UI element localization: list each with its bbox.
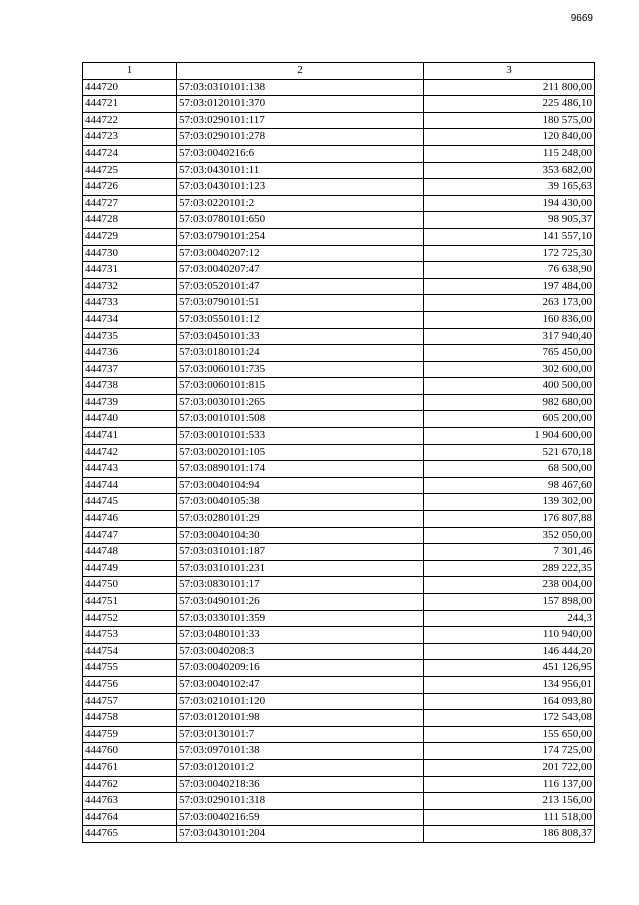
record-number: 444758 (83, 710, 177, 727)
table-row (83, 96, 595, 113)
table-row (83, 228, 595, 245)
table-row (83, 511, 595, 528)
cadastral-value: 982 680,00 (424, 394, 595, 411)
record-number: 444743 (83, 461, 177, 478)
table-row (83, 577, 595, 594)
cadastral-value: 120 840,00 (424, 129, 595, 146)
cadastral-value: 352 050,00 (424, 527, 595, 544)
table-row (83, 129, 595, 146)
table-row (83, 411, 595, 428)
record-number: 444740 (83, 411, 177, 428)
record-number: 444747 (83, 527, 177, 544)
table-row (83, 710, 595, 727)
cadastral-value: 98 905,37 (424, 212, 595, 229)
cadastral-number: 57:03:0060101:735 (177, 361, 424, 378)
cadastral-number: 57:03:0180101:24 (177, 345, 424, 362)
cadastral-value: 141 557,10 (424, 228, 595, 245)
table-row (83, 378, 595, 395)
record-number: 444734 (83, 311, 177, 328)
cadastral-value: 134 956,01 (424, 676, 595, 693)
cadastral-number: 57:03:0290101:278 (177, 129, 424, 146)
table-row (83, 560, 595, 577)
cadastral-number: 57:03:0430101:123 (177, 179, 424, 196)
record-number: 444725 (83, 162, 177, 179)
cadastral-value: 172 543,08 (424, 710, 595, 727)
registry-table (82, 62, 595, 843)
record-number: 444760 (83, 743, 177, 760)
cadastral-number: 57:03:0120101:370 (177, 96, 424, 113)
record-number: 444745 (83, 494, 177, 511)
cadastral-value: 213 156,00 (424, 793, 595, 810)
record-number: 444761 (83, 759, 177, 776)
cadastral-value: 238 004,00 (424, 577, 595, 594)
cadastral-value: 172 725,30 (424, 245, 595, 262)
table-row (83, 394, 595, 411)
table-row (83, 328, 595, 345)
cadastral-number: 57:03:0210101:120 (177, 693, 424, 710)
record-number: 444749 (83, 560, 177, 577)
table-row (83, 776, 595, 793)
cadastral-number: 57:03:0040104:94 (177, 477, 424, 494)
cadastral-value: 353 682,00 (424, 162, 595, 179)
record-number: 444744 (83, 477, 177, 494)
record-number: 444722 (83, 112, 177, 129)
table-row (83, 809, 595, 826)
record-number: 444735 (83, 328, 177, 345)
cadastral-number: 57:03:0040105:38 (177, 494, 424, 511)
cadastral-value: 76 638,90 (424, 262, 595, 279)
record-number: 444723 (83, 129, 177, 146)
cadastral-number: 57:03:0310101:187 (177, 544, 424, 561)
cadastral-value: 317 940,40 (424, 328, 595, 345)
cadastral-value: 451 126,95 (424, 660, 595, 677)
record-number: 444730 (83, 245, 177, 262)
record-number: 444720 (83, 79, 177, 96)
cadastral-number: 57:03:0430101:204 (177, 826, 424, 843)
cadastral-number: 57:03:0310101:231 (177, 560, 424, 577)
record-number: 444754 (83, 643, 177, 660)
record-number: 444753 (83, 627, 177, 644)
cadastral-value: 180 575,00 (424, 112, 595, 129)
cadastral-value: 68 500,00 (424, 461, 595, 478)
cadastral-number: 57:03:0040207:47 (177, 262, 424, 279)
record-number: 444741 (83, 428, 177, 445)
cadastral-value: 263 173,00 (424, 295, 595, 312)
cadastral-number: 57:03:0890101:174 (177, 461, 424, 478)
cadastral-number: 57:03:0120101:98 (177, 710, 424, 727)
cadastral-number: 57:03:0490101:26 (177, 594, 424, 611)
cadastral-number: 57:03:0550101:12 (177, 311, 424, 328)
table-row (83, 444, 595, 461)
table-row (83, 627, 595, 644)
cadastral-number: 57:03:0020101:105 (177, 444, 424, 461)
cadastral-number: 57:03:0010101:533 (177, 428, 424, 445)
cadastral-number: 57:03:0790101:51 (177, 295, 424, 312)
table-row (83, 179, 595, 196)
cadastral-value: 39 165,63 (424, 179, 595, 196)
table-row (83, 361, 595, 378)
table-row (83, 195, 595, 212)
record-number: 444742 (83, 444, 177, 461)
cadastral-number: 57:03:0030101:265 (177, 394, 424, 411)
record-number: 444729 (83, 228, 177, 245)
cadastral-value: 765 450,00 (424, 345, 595, 362)
record-number: 444752 (83, 610, 177, 627)
table-row (83, 212, 595, 229)
cadastral-value: 139 302,00 (424, 494, 595, 511)
table-row (83, 145, 595, 162)
cadastral-number: 57:03:0010101:508 (177, 411, 424, 428)
table-row (83, 262, 595, 279)
cadastral-number: 57:03:0040216:6 (177, 145, 424, 162)
table-row (83, 594, 595, 611)
cadastral-value: 115 248,00 (424, 145, 595, 162)
record-number: 444738 (83, 378, 177, 395)
table-row (83, 826, 595, 843)
cadastral-value: 146 444,20 (424, 643, 595, 660)
table-row (83, 527, 595, 544)
cadastral-number: 57:03:0450101:33 (177, 328, 424, 345)
cadastral-number: 57:03:0220101:2 (177, 195, 424, 212)
cadastral-value: 116 137,00 (424, 776, 595, 793)
cadastral-value: 98 467,60 (424, 477, 595, 494)
table-row (83, 278, 595, 295)
table-row (83, 345, 595, 362)
cadastral-number: 57:03:0290101:117 (177, 112, 424, 129)
column-header-3: 3 (424, 63, 595, 80)
cadastral-value: 194 430,00 (424, 195, 595, 212)
cadastral-number: 57:03:0040207:12 (177, 245, 424, 262)
cadastral-value: 244,3 (424, 610, 595, 627)
cadastral-number: 57:03:0520101:47 (177, 278, 424, 295)
cadastral-number: 57:03:0040208:3 (177, 643, 424, 660)
table-row (83, 676, 595, 693)
cadastral-value: 201 722,00 (424, 759, 595, 776)
record-number: 444764 (83, 809, 177, 826)
record-number: 444746 (83, 511, 177, 528)
table-row (83, 311, 595, 328)
page-number: 9669 (570, 13, 593, 24)
cadastral-value: 197 484,00 (424, 278, 595, 295)
cadastral-value: 1 904 600,00 (424, 428, 595, 445)
table-row (83, 494, 595, 511)
cadastral-number: 57:03:0430101:11 (177, 162, 424, 179)
cadastral-value: 110 940,00 (424, 627, 595, 644)
cadastral-number: 57:03:0790101:254 (177, 228, 424, 245)
record-number: 444756 (83, 676, 177, 693)
record-number: 444757 (83, 693, 177, 710)
cadastral-number: 57:03:0290101:318 (177, 793, 424, 810)
cadastral-value: 225 486,10 (424, 96, 595, 113)
record-number: 444759 (83, 726, 177, 743)
table-row (83, 428, 595, 445)
header-row (83, 63, 595, 80)
table-row (83, 461, 595, 478)
table-row (83, 162, 595, 179)
cadastral-value: 174 725,00 (424, 743, 595, 760)
record-number: 444733 (83, 295, 177, 312)
table-row (83, 245, 595, 262)
cadastral-number: 57:03:0130101:7 (177, 726, 424, 743)
record-number: 444737 (83, 361, 177, 378)
record-number: 444732 (83, 278, 177, 295)
table-row (83, 643, 595, 660)
table-row (83, 793, 595, 810)
cadastral-value: 211 800,00 (424, 79, 595, 96)
cadastral-number: 57:03:0120101:2 (177, 759, 424, 776)
cadastral-value: 186 808,37 (424, 826, 595, 843)
cadastral-value: 7 301,46 (424, 544, 595, 561)
record-number: 444727 (83, 195, 177, 212)
cadastral-value: 289 222,35 (424, 560, 595, 577)
cadastral-number: 57:03:0040102:47 (177, 676, 424, 693)
record-number: 444728 (83, 212, 177, 229)
table-row (83, 660, 595, 677)
record-number: 444750 (83, 577, 177, 594)
table-row (83, 295, 595, 312)
cadastral-number: 57:03:0330101:359 (177, 610, 424, 627)
cadastral-value: 164 093,80 (424, 693, 595, 710)
table-row (83, 726, 595, 743)
table-row (83, 743, 595, 760)
cadastral-number: 57:03:0830101:17 (177, 577, 424, 594)
record-number: 444762 (83, 776, 177, 793)
table-row (83, 112, 595, 129)
cadastral-value: 521 670,18 (424, 444, 595, 461)
cadastral-number: 57:03:0280101:29 (177, 511, 424, 528)
cadastral-number: 57:03:0970101:38 (177, 743, 424, 760)
cadastral-number: 57:03:0480101:33 (177, 627, 424, 644)
table-row (83, 477, 595, 494)
record-number: 444755 (83, 660, 177, 677)
cadastral-number: 57:03:0040216:59 (177, 809, 424, 826)
cadastral-number: 57:03:0040218:36 (177, 776, 424, 793)
cadastral-number: 57:03:0040104:30 (177, 527, 424, 544)
table-row (83, 79, 595, 96)
cadastral-number: 57:03:0060101:815 (177, 378, 424, 395)
record-number: 444763 (83, 793, 177, 810)
table-row (83, 693, 595, 710)
record-number: 444736 (83, 345, 177, 362)
record-number: 444751 (83, 594, 177, 611)
cadastral-value: 157 898,00 (424, 594, 595, 611)
cadastral-value: 400 500,00 (424, 378, 595, 395)
record-number: 444721 (83, 96, 177, 113)
table-body (83, 79, 595, 842)
cadastral-number: 57:03:0780101:650 (177, 212, 424, 229)
cadastral-value: 155 650,00 (424, 726, 595, 743)
table-row (83, 544, 595, 561)
table-row (83, 610, 595, 627)
record-number: 444731 (83, 262, 177, 279)
column-header-2: 2 (177, 63, 424, 80)
record-number: 444748 (83, 544, 177, 561)
cadastral-value: 176 807,88 (424, 511, 595, 528)
record-number: 444724 (83, 145, 177, 162)
cadastral-value: 302 600,00 (424, 361, 595, 378)
record-number: 444739 (83, 394, 177, 411)
table-row (83, 759, 595, 776)
column-header-1: 1 (83, 63, 177, 80)
cadastral-value: 111 518,00 (424, 809, 595, 826)
record-number: 444726 (83, 179, 177, 196)
cadastral-number: 57:03:0310101:138 (177, 79, 424, 96)
cadastral-value: 160 836,00 (424, 311, 595, 328)
cadastral-number: 57:03:0040209:16 (177, 660, 424, 677)
record-number: 444765 (83, 826, 177, 843)
cadastral-value: 605 200,00 (424, 411, 595, 428)
